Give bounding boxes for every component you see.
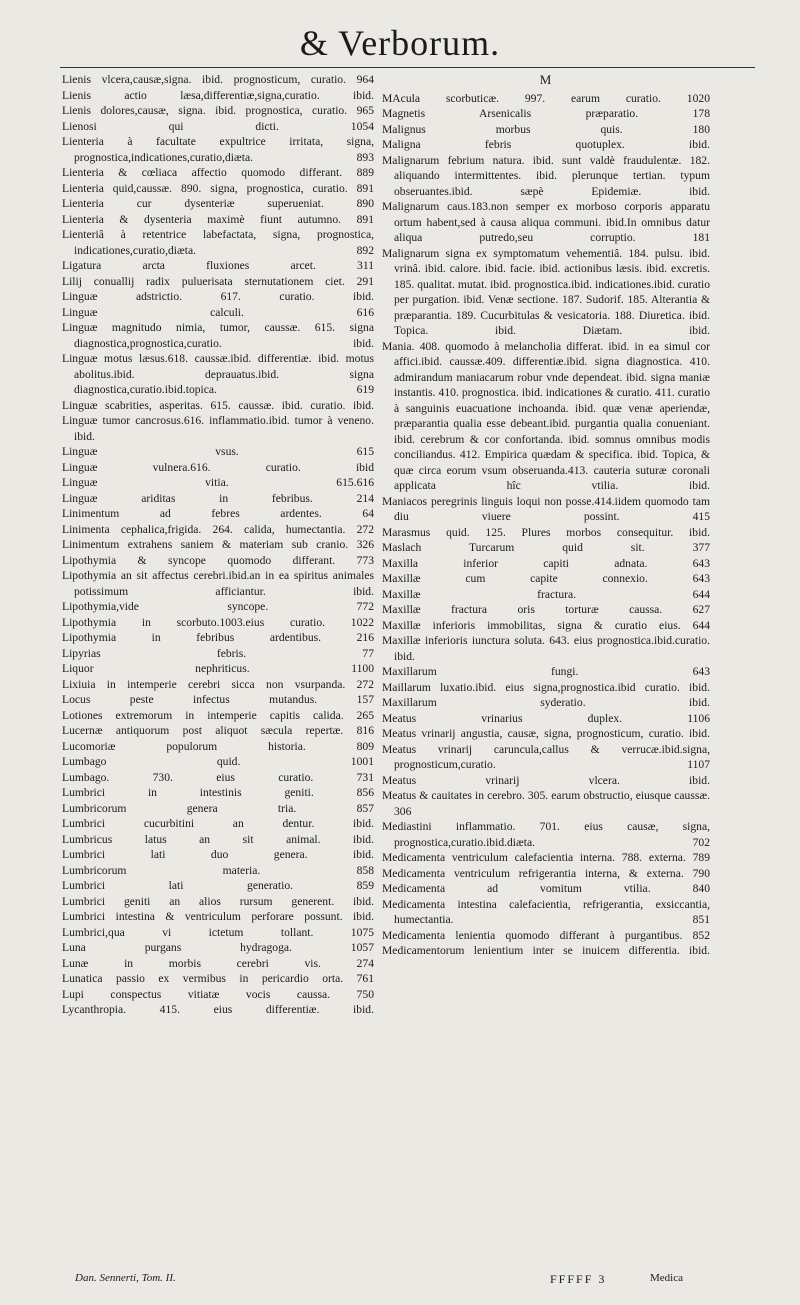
index-entry: Locus peste infectus mutandus. 157 xyxy=(62,693,374,706)
index-entry: Lumbricorum genera tria. 857 xyxy=(62,801,374,815)
index-entry: Malignarum caus.183.non semper ex morboso corporis apparatu ortum habent,sed à causa aliqua communi. ibid.In omnibus datur aliqua putredo,seu corruptio. 181 xyxy=(382,200,710,244)
index-entry: Medicamenta ventriculum calefacientia interna. 788. externa. 789 xyxy=(382,851,710,864)
index-entry: Mania. 408. quomodo à melancholia differat. ibid. in ea simul cor affici.ibid. caussæ.409. differentiæ.ibid. signa diagnostica. 410. admirandum maniacarum robur vnde dependeat. ibid. signa maniæ instantis. 410. prognostica. ibid. indicationes & curatio. 411. curatio à sanguinis euacuatione inchoanda. ibid. quæ venæ aperiendæ, præparantia qualia esse debeant.ibid. purgantia qualia conueniant. ibid. cerebrum & cor confortanda. ibid. somnus omnibus modis conciliandus. 412. Empirica quædam & specifica. ibid. Topica, & quæ circa eorum vsum obseruanda.413. cauteria suturæ coronali applicata hîc vtilia. ibid. xyxy=(382,339,710,492)
right-column-entries xyxy=(382,91,710,959)
section-letter: M xyxy=(539,72,553,87)
index-entry: Lixiuia in intemperie cerebri sicca non vsurpanda. 272 xyxy=(62,677,374,691)
index-entry: Lycanthropia. 415. eius differentiæ. ibid. xyxy=(62,1003,374,1016)
index-entry: Medicamenta intestina calefacientia, refrigerantia, exsiccantia, humectantia. 851 xyxy=(382,897,710,926)
index-entry: Lienosi qui dicti. 1054 xyxy=(62,119,374,133)
index-entry: Luna purgans hydragoga. 1057 xyxy=(62,941,374,954)
footer-catchword: Medica xyxy=(650,1272,683,1284)
index-entry: Lienteria quid,caussæ. 890. signa, prognostica, curatio. 891 xyxy=(62,181,374,195)
index-entry: Lumbrici cucurbitini an dentur. ibid. xyxy=(62,817,374,830)
index-entry: Lumbrici lati duo genera. ibid. xyxy=(62,848,374,861)
index-entry: Linguæ scabrities, asperitas. 615. caussæ. ibid. curatio. ibid. xyxy=(62,398,374,412)
index-entry: Lotiones extremorum in intemperie capitis calida. 265 xyxy=(62,708,374,722)
index-entry: Lunatica passio ex vermibus in pericardio orta. 761 xyxy=(62,972,374,985)
index-entry: Linguæ ariditas in febribus. 214 xyxy=(62,491,374,505)
index-entry: Medicamenta lenientia quomodo differant à purgantibus. 852 xyxy=(382,928,710,942)
index-entry: Lienis vlcera,causæ,signa. ibid. prognosticum, curatio. 964 xyxy=(62,73,374,86)
index-entry: Medicamentorum lenientium inter se inuicem differentia. ibid. xyxy=(382,944,710,957)
index-entry: Lipothymia,vide syncope. 772 xyxy=(62,600,374,613)
index-entry: Medicamenta ventriculum refrigerantia interna, & externa. 790 xyxy=(382,866,710,880)
footer-author: Dan. Sennerti, Tom. II. xyxy=(75,1272,176,1284)
index-entry: Lienteria cur dysenteriæ superueniat. 890 xyxy=(62,197,374,210)
index-entry: Linimentum ad febres ardentes. 64 xyxy=(62,507,374,520)
index-entry: MAcula scorbuticæ. 997. earum curatio. 1020 xyxy=(382,91,710,105)
index-entry: Liquor nephriticus. 1100 xyxy=(62,662,374,675)
index-entry: Meatus & cauitates in cerebro. 305. earum obstructio, eiusque caussæ. 306 xyxy=(382,789,710,818)
index-entry: Malignarum febrium natura. ibid. sunt valdè fraudulentæ. 182. aliquando intermittentes. ibid. plerunque tertian. typum obseruantes.ibid. sæpè Epidemiæ. ibid. xyxy=(382,153,710,198)
index-entry: Ligatura arcta fluxiones arcet. 311 xyxy=(62,259,374,272)
left-column xyxy=(62,72,374,1018)
index-entry: Meatus vrinarij vlcera. ibid. xyxy=(382,773,710,787)
index-entry: Lumbrici in intestinis geniti. 856 xyxy=(62,786,374,799)
index-entry: Lumbrici,qua vi ictetum tollant. 1075 xyxy=(62,925,374,939)
index-entry: Lienteriâ à retentrice labefactata, signa, prognostica, indicationes,curatio,diæta. 892 xyxy=(62,228,374,257)
index-entry: Lumbrici lati generatio. 859 xyxy=(62,879,374,892)
index-entry: Malignarum signa ex symptomatum vehementiâ. 184. pulsu. ibid. vrinâ. ibid. calore. ibid. facie. ibid. actionibus læsis. ibid. excretis. 185. qualitat. mutat. ibid. prognostica.ibid. indicationes.ibid. curatio per purgation. ibid. Venæ sectione. 187. Sudorif. 185. Alterantia & præparantia. 189. Cucurbitulas & vesicatoria. 188. Diuretica. ibid. Topica. ibid. Diætam. ibid. xyxy=(382,246,710,337)
index-entry: Linimentum extrahens saniem & materiam sub cranio. 326 xyxy=(62,538,374,551)
index-entry: Mediastini inflammatio. 701. eius causæ, signa, prognostica,curatio.ibid.diæta. 702 xyxy=(382,820,710,849)
footer-signature: FFFFF 3 xyxy=(550,1272,607,1286)
index-entry: Lipothymia & syncope quomodo differant. 773 xyxy=(62,553,374,567)
index-entry: Lienteria & cœliaca affectio quomodo differant. 889 xyxy=(62,166,374,179)
index-entry: Maligna febris quotuplex. ibid. xyxy=(382,138,710,151)
index-entry: Medicamenta ad vomitum vtilia. 840 xyxy=(382,882,710,895)
page-header: & Verborum. xyxy=(299,23,501,63)
index-entry: Maxillæ inferioris iunctura soluta. 643. eius prognostica.ibid.curatio. ibid. xyxy=(382,634,710,663)
index-entry: Linguæ vulnera.616. curatio. ibid xyxy=(62,460,374,474)
index-entry: Linguæ vsus. 615 xyxy=(62,445,374,458)
index-entry: Maxilla inferior capiti adnata. 643 xyxy=(382,556,710,570)
index-entry: Linimenta cephalica,frigida. 264. calida, humectantia. 272 xyxy=(62,522,374,536)
index-entry: Maxillarum fungi. 643 xyxy=(382,665,710,678)
index-entry: Lucernæ antiquorum post aliquot sæcula repertæ. 816 xyxy=(62,724,374,737)
index-entry: Linguæ adstrictio. 617. curatio. ibid. xyxy=(62,290,374,303)
index-entry: Lipyrias febris. 77 xyxy=(62,646,374,660)
index-entry: Lienis actio læsa,differentiæ,signa,curatio. ibid. xyxy=(62,88,374,102)
index-entry: Maxillæ inferioris immobilitas, signa & curatio eius. 644 xyxy=(382,618,710,632)
index-entry: Malignus morbus quis. 180 xyxy=(382,122,710,136)
index-entry: Lupi conspectus vitiatæ vocis caussa. 750 xyxy=(62,987,374,1001)
index-entry: Meatus vrinarij caruncula,callus & verrucæ.ibid.signa, prognosticum,curatio. 1107 xyxy=(382,742,710,771)
right-column xyxy=(382,72,710,959)
index-entry: Maxillæ cum capite connexio. 643 xyxy=(382,572,710,585)
index-entry: Lienis dolores,causæ, signa. ibid. prognostica, curatio. 965 xyxy=(62,104,374,117)
index-entry: Maxillæ fractura oris torturæ caussa. 627 xyxy=(382,603,710,616)
index-entry: Lienteria à facultate expultrice irritata, signa, prognostica,indicationes,curatio,diæta. 893 xyxy=(62,135,374,164)
index-entry: Linguæ tumor cancrosus.616. inflammatio.ibid. tumor à veneno. ibid. xyxy=(62,414,374,443)
index-entry: Lienteria & dysenteria maximè fiunt autumno. 891 xyxy=(62,212,374,226)
index-entry: Lucomoriæ populorum historia. 809 xyxy=(62,739,374,753)
index-entry: Lumbago. 730. eius curatio. 731 xyxy=(62,770,374,784)
index-entry: Magnetis Arsenicalis præparatio. 178 xyxy=(382,107,710,120)
index-entry: Maxillarum syderatio. ibid. xyxy=(382,696,710,709)
index-entry: Lipothymia an sit affectus cerebri.ibid.an in ea spiritus animales potissimum afficiantur. ibid. xyxy=(62,569,374,598)
index-entry: Maslach Turcarum quid sit. 377 xyxy=(382,541,710,554)
index-entry: Linguæ magnitudo nimia, tumor, caussæ. 615. signa diagnostica,prognostica,curatio. ibid. xyxy=(62,321,374,350)
index-entry: Lumbricorum materia. 858 xyxy=(62,863,374,877)
index-entry: Meatus vrinarij angustia, causæ, signa, prognosticum, curatio. ibid. xyxy=(382,727,710,740)
index-entry: Lilij conuallij radix puluerisata sternutationem ciet. 291 xyxy=(62,274,374,288)
index-entry: Lipothymia in febribus ardentibus. 216 xyxy=(62,631,374,644)
index-entry: Linguæ calculi. 616 xyxy=(62,305,374,319)
index-entry: Maillarum luxatio.ibid. eius signa,prognostica.ibid curatio. ibid. xyxy=(382,680,710,694)
index-entry: Linguæ vitia. 615.616 xyxy=(62,476,374,489)
index-entry: Lipothymia in scorbuto.1003.eius curatio. 1022 xyxy=(62,615,374,629)
index-entry: Lumbrici geniti an alios rursum generent. ibid. xyxy=(62,894,374,908)
index-entry: Lumbrici intestina & ventriculum perforare possunt. ibid. xyxy=(62,910,374,923)
index-entry: Linguæ motus læsus.618. caussæ.ibid. differentiæ. ibid. motus abolitus.ibid. deprauatus.ibid. signa diagnostica,curatio.ibid.topica. 619 xyxy=(62,352,374,396)
index-entry: Maniacos peregrinis linguis loqui non posse.414.iidem quomodo tam diu viuere possint. 415 xyxy=(382,494,710,523)
header-rule xyxy=(60,67,755,68)
index-entry: Lunæ in morbis cerebri vis. 274 xyxy=(62,956,374,970)
index-entry: Lumbago quid. 1001 xyxy=(62,755,374,768)
index-entry: Maxillæ fractura. 644 xyxy=(382,587,710,601)
index-entry: Meatus vrinarius duplex. 1106 xyxy=(382,711,710,725)
index-entry: Marasmus quid. 125. Plures morbos consequitur. ibid. xyxy=(382,525,710,539)
index-entry: Lumbricus latus an sit animal. ibid. xyxy=(62,832,374,846)
